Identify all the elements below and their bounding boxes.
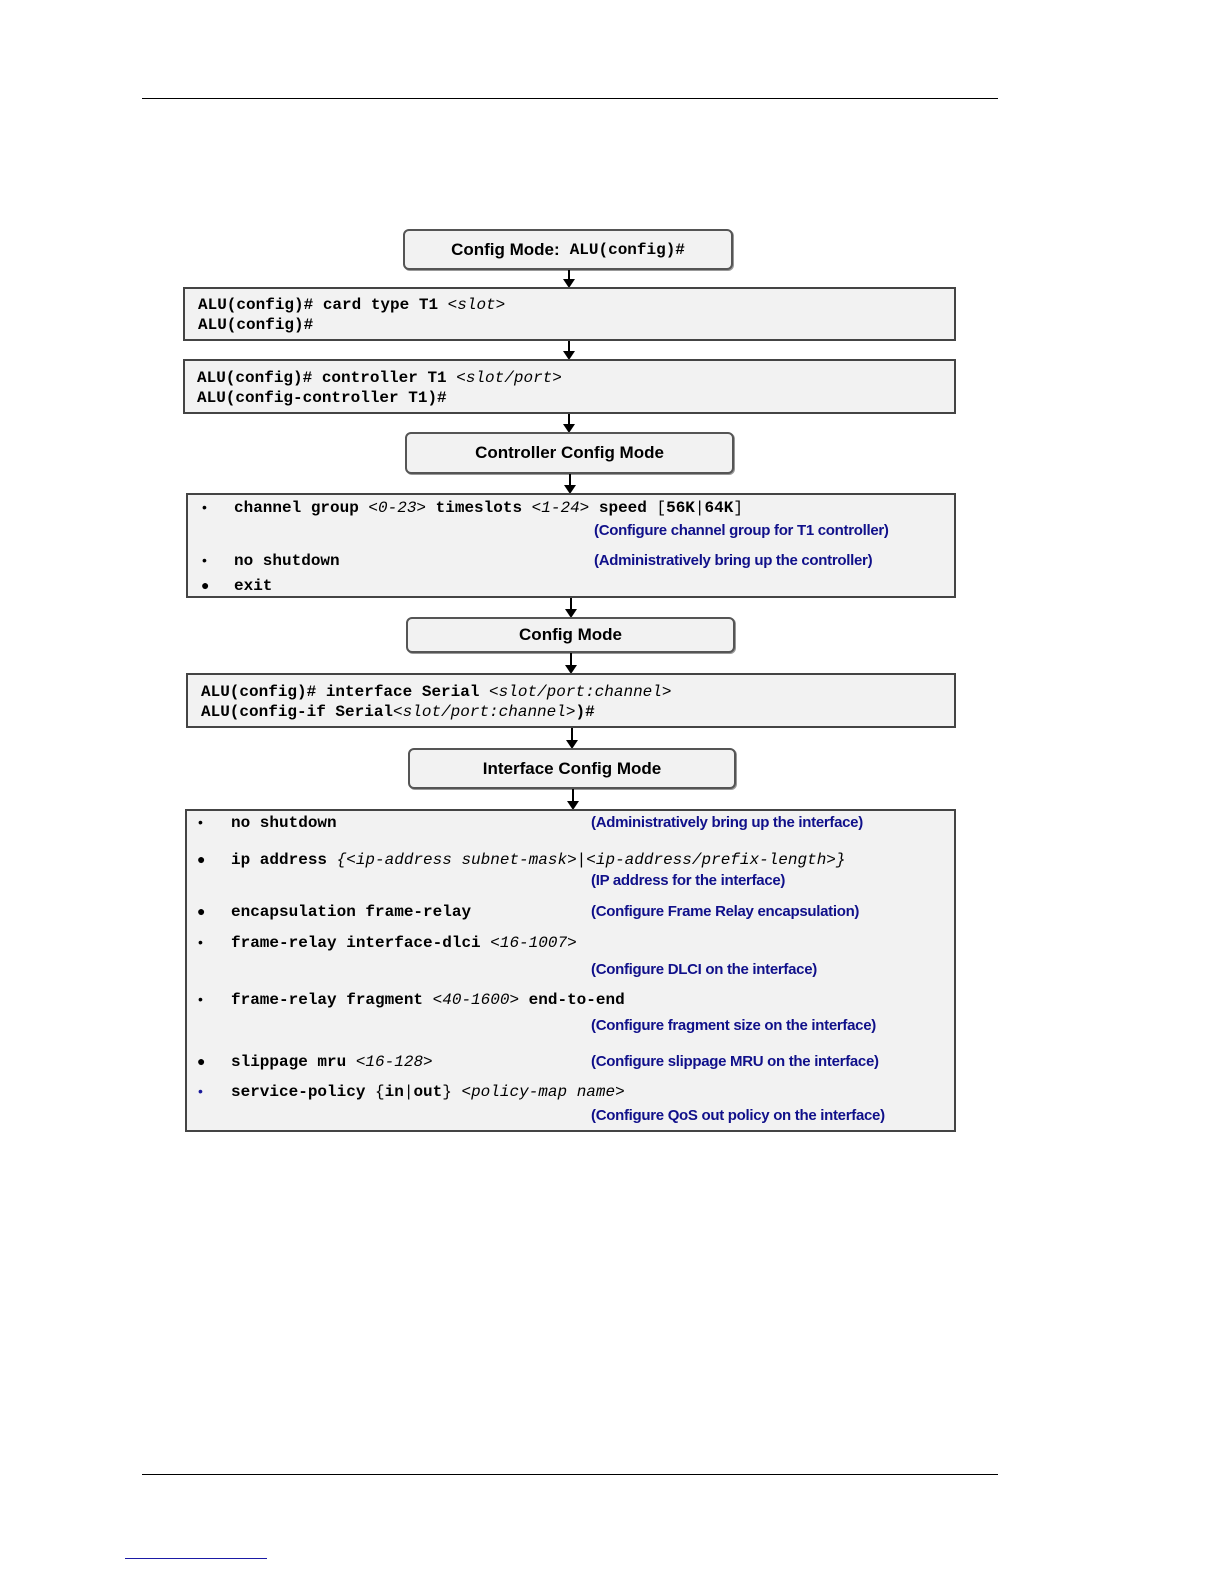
no-shutdown-controller-note: (Administratively bring up the controller) bbox=[594, 552, 873, 569]
bullet: ● bbox=[201, 577, 210, 593]
arrow-2 bbox=[568, 341, 570, 358]
service-policy-note: (Configure QoS out policy on the interface) bbox=[591, 1107, 885, 1124]
interface-serial-command: ALU(config)# interface Serial <slot/port:channel> bbox=[201, 683, 672, 701]
controller-config-mode-box bbox=[405, 432, 734, 474]
controller-command: ALU(config)# controller T1 <slot/port> bbox=[197, 369, 562, 387]
card-type-prompt: ALU(config)# bbox=[198, 316, 314, 334]
fragment-note: (Configure fragment size on the interface) bbox=[591, 1017, 876, 1034]
channel-group-command: channel group <0-23> timeslots <1-24> speed [56K|64K] bbox=[234, 499, 743, 517]
service-policy-command: service-policy {in|out} <policy-map name> bbox=[231, 1083, 625, 1101]
config-mode-label: Config Mode: bbox=[451, 239, 560, 259]
controller-box bbox=[183, 359, 956, 414]
config-mode-prompt: ALU(config)# bbox=[569, 240, 685, 259]
interface-dlci-command: frame-relay interface-dlci <16-1007> bbox=[231, 934, 577, 952]
controller-prompt: ALU(config-controller T1)# bbox=[197, 389, 447, 407]
interface-config-mode-label: Interface Config Mode bbox=[482, 758, 662, 778]
interface-dlci-note: (Configure DLCI on the interface) bbox=[591, 961, 817, 978]
arrow-1 bbox=[568, 270, 570, 286]
slippage-mru-note: (Configure slippage MRU on the interface) bbox=[591, 1053, 879, 1070]
interface-serial-prompt: ALU(config-if Serial<slot/port:channel>)# bbox=[201, 703, 595, 721]
card-type-box bbox=[183, 287, 956, 341]
bullet: • bbox=[202, 499, 207, 515]
controller-commands-box bbox=[186, 493, 956, 598]
no-shutdown-interface-note: (Administratively bring up the interface) bbox=[591, 814, 863, 831]
bullet: • bbox=[198, 991, 203, 1007]
ip-address-command: ip address {<ip-address subnet-mask>|<ip-address/prefix-length>} bbox=[231, 851, 846, 869]
config-mode-box bbox=[403, 229, 733, 270]
controller-config-mode-label: Controller Config Mode bbox=[475, 443, 664, 462]
ip-address-note: (IP address for the interface) bbox=[591, 872, 786, 889]
arrow-6 bbox=[570, 653, 572, 672]
bullet: • bbox=[198, 1083, 203, 1099]
config-mode-label-2: Config Mode bbox=[519, 625, 622, 644]
arrow-3 bbox=[568, 414, 570, 431]
interface-config-mode-box bbox=[408, 748, 736, 789]
arrow-5 bbox=[570, 598, 572, 616]
bullet: ● bbox=[197, 903, 206, 919]
slippage-mru-command: slippage mru <16-128> bbox=[231, 1053, 433, 1071]
footer-link-underline bbox=[125, 1558, 267, 1559]
bullet: • bbox=[198, 934, 203, 950]
interface-commands-box bbox=[185, 809, 956, 1132]
bullet: • bbox=[198, 814, 203, 830]
header-rule bbox=[142, 98, 998, 99]
encapsulation-command: encapsulation frame-relay bbox=[231, 903, 472, 921]
card-type-command: ALU(config)# card type T1 <slot> bbox=[198, 296, 506, 314]
footer-rule bbox=[142, 1474, 998, 1475]
config-mode-box-2 bbox=[406, 617, 735, 653]
interface-serial-box bbox=[186, 673, 956, 728]
arrow-8 bbox=[572, 789, 574, 808]
arrow-7 bbox=[571, 728, 573, 747]
fragment-command: frame-relay fragment <40-1600> end-to-end bbox=[231, 991, 625, 1009]
encapsulation-note: (Configure Frame Relay encapsulation) bbox=[591, 903, 860, 920]
no-shutdown-controller-command: no shutdown bbox=[234, 552, 340, 570]
bullet: • bbox=[202, 552, 207, 568]
channel-group-note: (Configure channel group for T1 controller) bbox=[594, 522, 889, 539]
bullet: ● bbox=[197, 851, 206, 867]
no-shutdown-interface-command: no shutdown bbox=[231, 814, 337, 832]
arrow-4 bbox=[569, 474, 571, 492]
bullet: ● bbox=[197, 1053, 206, 1069]
exit-command: exit bbox=[234, 577, 273, 595]
